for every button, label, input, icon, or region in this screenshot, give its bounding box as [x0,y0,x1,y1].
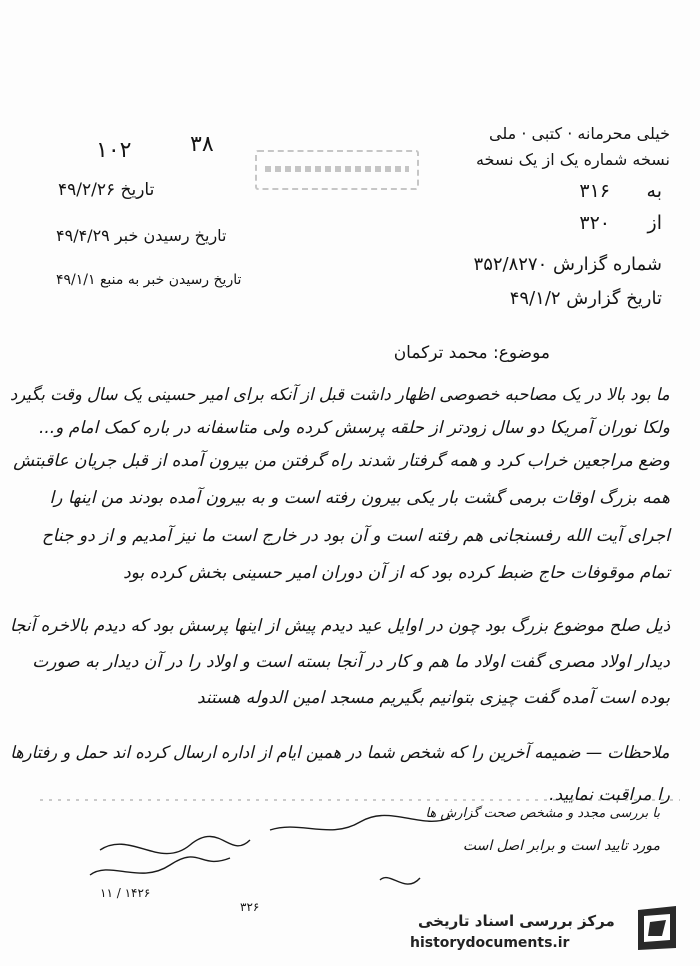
report-date: تاریخ گزارش ۴۹/۱/۲ [509,288,662,309]
reference-number: ۱۰۲ [96,138,132,163]
footer-code-1: ۱۴۲۶ / ۱۱ [100,886,151,900]
body-line: اجرای آیت الله رفسنجانی هم رفته است و آن بود در خارج است ما نیز آمدیم و از دو جناح [41,526,670,546]
body-line: ما بود بالا در یک مصاحبه خصوصی اظهار داشت قبل از آنکه برای امیر حسینی یک سال وقت بگیرد [10,385,670,405]
watermark-site-name: مرکز بررسی اسناد تاریخی [418,912,615,930]
footer-code-2: ۳۲۶ [240,900,260,914]
copies-line: نسخه شماره یک از یک نسخه [475,150,670,169]
report-number: شماره گزارش ۳۵۲/۸۲۷۰ [473,254,662,275]
from-value: ۳۲۰ [579,212,610,234]
body-line: ولکا نوران آمریکا دو سال زودتر از حلقه پرسش کرده ولی متاسفانه در باره کمک امام و... [38,418,670,438]
body-line: تمام موقوفات حاج ضبط کرده بود که از آن دوران امیر حسینی بخش کرده بود [123,563,670,583]
date-line-3: تاریخ رسیدن خبر به منبع ۴۹/۱/۱ [56,272,242,288]
note-line: ملاحظات — ضمیمه آخرین را که شخص شما در همین ایام از اداره ارسال کرده اند حمل و رفتارها [10,743,670,763]
note-line: را مراقبت نمایید. [549,785,670,805]
to-label: به [646,180,662,202]
classification-line: خیلی محرمانه · کتبی · ملی [489,124,670,143]
date-line-2: تاریخ رسیدن خبر ۴۹/۴/۲۹ [56,226,227,245]
archive-logo-icon [632,902,684,954]
signature-note-2: مورد تایید است و برابر اصل است [462,838,660,854]
date-line-1: تاریخ ۴۹/۲/۲۶ [58,180,155,200]
body-line: همه بزرگ اوقات برمی گشت بار یکی بیرون رفته است و به بیرون آمده بودند من اینها را [49,488,670,508]
body-line: وضع مراجعین خراب کرد و همه گرفتار شدند راه گرفتن من بیرون آمده از قبل جریان عاقبتش [13,451,670,471]
signature-note-1: با بررسی مجدد و مشخص صحت گزارش ها [425,806,660,821]
body-line: بوده است آمده گفت چیزی بتوانیم بگیریم مسجد امین الدوله هستند [197,688,670,708]
body-line: ذیل صلح موضوع بزرگ بود چون در اوایل عید دیدم پیش از اینها پرسش بود که دیدم بالاخره آنجا [9,616,670,636]
subject-line: موضوع: محمد ترکمان [393,343,550,363]
from-label: از [647,212,662,234]
watermark-site-url[interactable]: historydocuments.ir [410,935,570,951]
body-line: دیدار اولاد مصری گفت اولاد ما هم و کار در آنجا بسته است و اولاد را در آن دیدار به صورت [32,652,670,672]
to-value: ۳۱۶ [579,180,610,202]
reference-code: ۳۸ [190,132,214,157]
